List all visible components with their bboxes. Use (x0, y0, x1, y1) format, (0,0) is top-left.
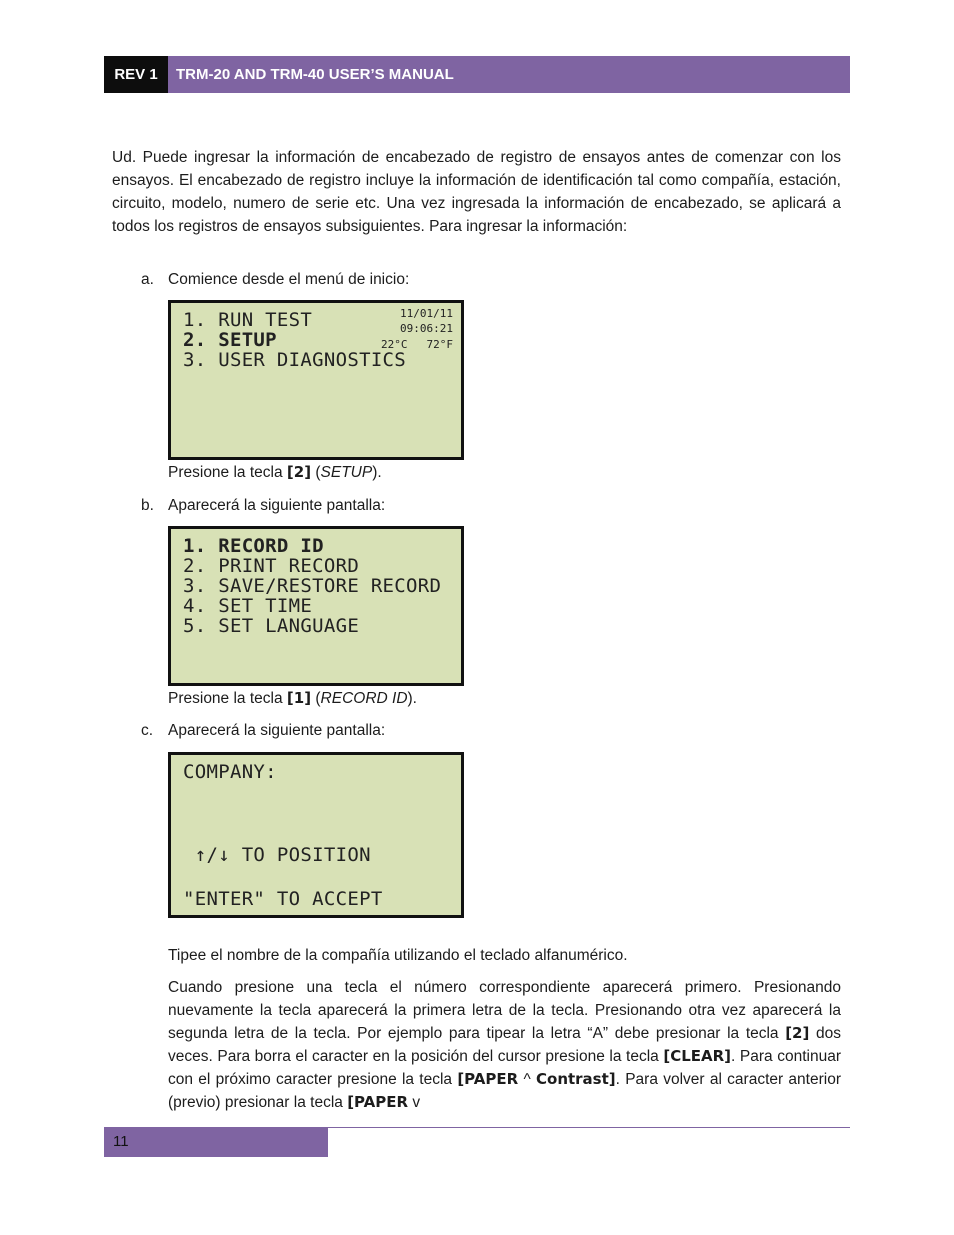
lcd-line: 1. RUN TEST (183, 309, 313, 331)
lcd-line: 3. USER DIAGNOSTICS (183, 349, 407, 371)
paren-close: ). (407, 690, 417, 707)
step-a-marker: a. (141, 271, 154, 288)
key-label: [CLEAR] (663, 1047, 732, 1065)
paren-open: ( (311, 690, 321, 707)
menu-option-label: SETUP (320, 464, 373, 481)
type-name-text: Tipee el nombre de la compañía utilizando el teclado alfanumérico. (168, 947, 628, 964)
lcd-line: 5. SET LANGUAGE (183, 615, 360, 637)
paren-close: ). (372, 464, 382, 481)
lcd-line: COMPANY: (183, 761, 277, 783)
step-c-marker: c. (141, 722, 154, 739)
lcd-line: ↑/↓ TO POSITION (183, 844, 371, 866)
lcd-line: 2. PRINT RECORD (183, 555, 360, 577)
key-label: [PAPER (347, 1093, 409, 1111)
para-text: dos veces. Para borra el caracter en la posición del cursor presione la tecla (168, 1025, 841, 1065)
key-label: [1] (286, 689, 312, 707)
page-number: 11 (104, 1128, 328, 1157)
key-label: [2] (785, 1024, 810, 1042)
lcd-line-selected: 2. SETUP (183, 329, 277, 351)
para-text: . Para continuar con el próximo caracter presione la tecla (168, 1048, 841, 1088)
step-a-instruction (168, 461, 382, 484)
instruction-prefix: Presione la tecla (168, 690, 287, 707)
lcd-screen-setup-menu (168, 526, 464, 686)
para-text: Cuando presione una tecla el número correspondiente aparecerá primero. Presionando nuevamente la tecla aparecerá la primera letra de la tecla. Presionando otra vez aparecerá la segunda letra de la tecla. Por ejemplo para tipear la letra “A” debe presionar la tecla (168, 979, 841, 1042)
up-arrow-glyph: ^ (518, 1071, 536, 1088)
lcd-temp-c: 22°C (381, 338, 408, 351)
lcd-time: 09:06:21 (400, 322, 453, 335)
keypad-paragraph (168, 976, 841, 1114)
manual-title: TRM-20 AND TRM-40 USER’S MANUAL (168, 56, 850, 93)
page-header (104, 56, 850, 93)
lcd-temp-f: 72°F (426, 338, 453, 351)
key-label: [2] (286, 463, 312, 481)
lcd-line: 4. SET TIME (183, 595, 313, 617)
instruction-prefix: Presione la tecla (168, 464, 287, 481)
intro-paragraph: Ud. Puede ingresar la información de encabezado de registro de ensayos antes de comenzar con los ensayos. El encabezado de registro incluye la información de identificación tal como compañía, estación, circuito, modelo, numero de serie etc. Una vez ingresada la información de encabezado, se aplicará a todos los registros de ensayos subsiguientes. Para ingresar la información: (112, 149, 841, 235)
step-b-marker: b. (141, 497, 154, 514)
paren-open: ( (311, 464, 321, 481)
down-arrow-glyph: v (408, 1094, 421, 1111)
step-b-instruction (168, 687, 417, 710)
menu-option-label: RECORD ID (320, 690, 408, 707)
lcd-date: 11/01/11 (400, 307, 453, 320)
step-b-text: Aparecerá la siguiente pantalla: (168, 497, 386, 514)
key-label: Contrast] (536, 1070, 616, 1088)
lcd-screen-main-menu (168, 300, 464, 460)
para-text: . Para volver al caracter anterior (previo) presionar la tecla (168, 1071, 841, 1111)
step-a-text: Comience desde el menú de inicio: (168, 271, 410, 288)
lcd-screen-company-entry (168, 752, 464, 918)
lcd-line: 3. SAVE/RESTORE RECORD (183, 575, 442, 597)
revision-label: REV 1 (104, 56, 168, 93)
key-label: [PAPER (457, 1070, 519, 1088)
lcd-line-selected: 1. RECORD ID (183, 535, 324, 557)
lcd-line: "ENTER" TO ACCEPT (183, 888, 383, 910)
step-c-text: Aparecerá la siguiente pantalla: (168, 722, 386, 739)
